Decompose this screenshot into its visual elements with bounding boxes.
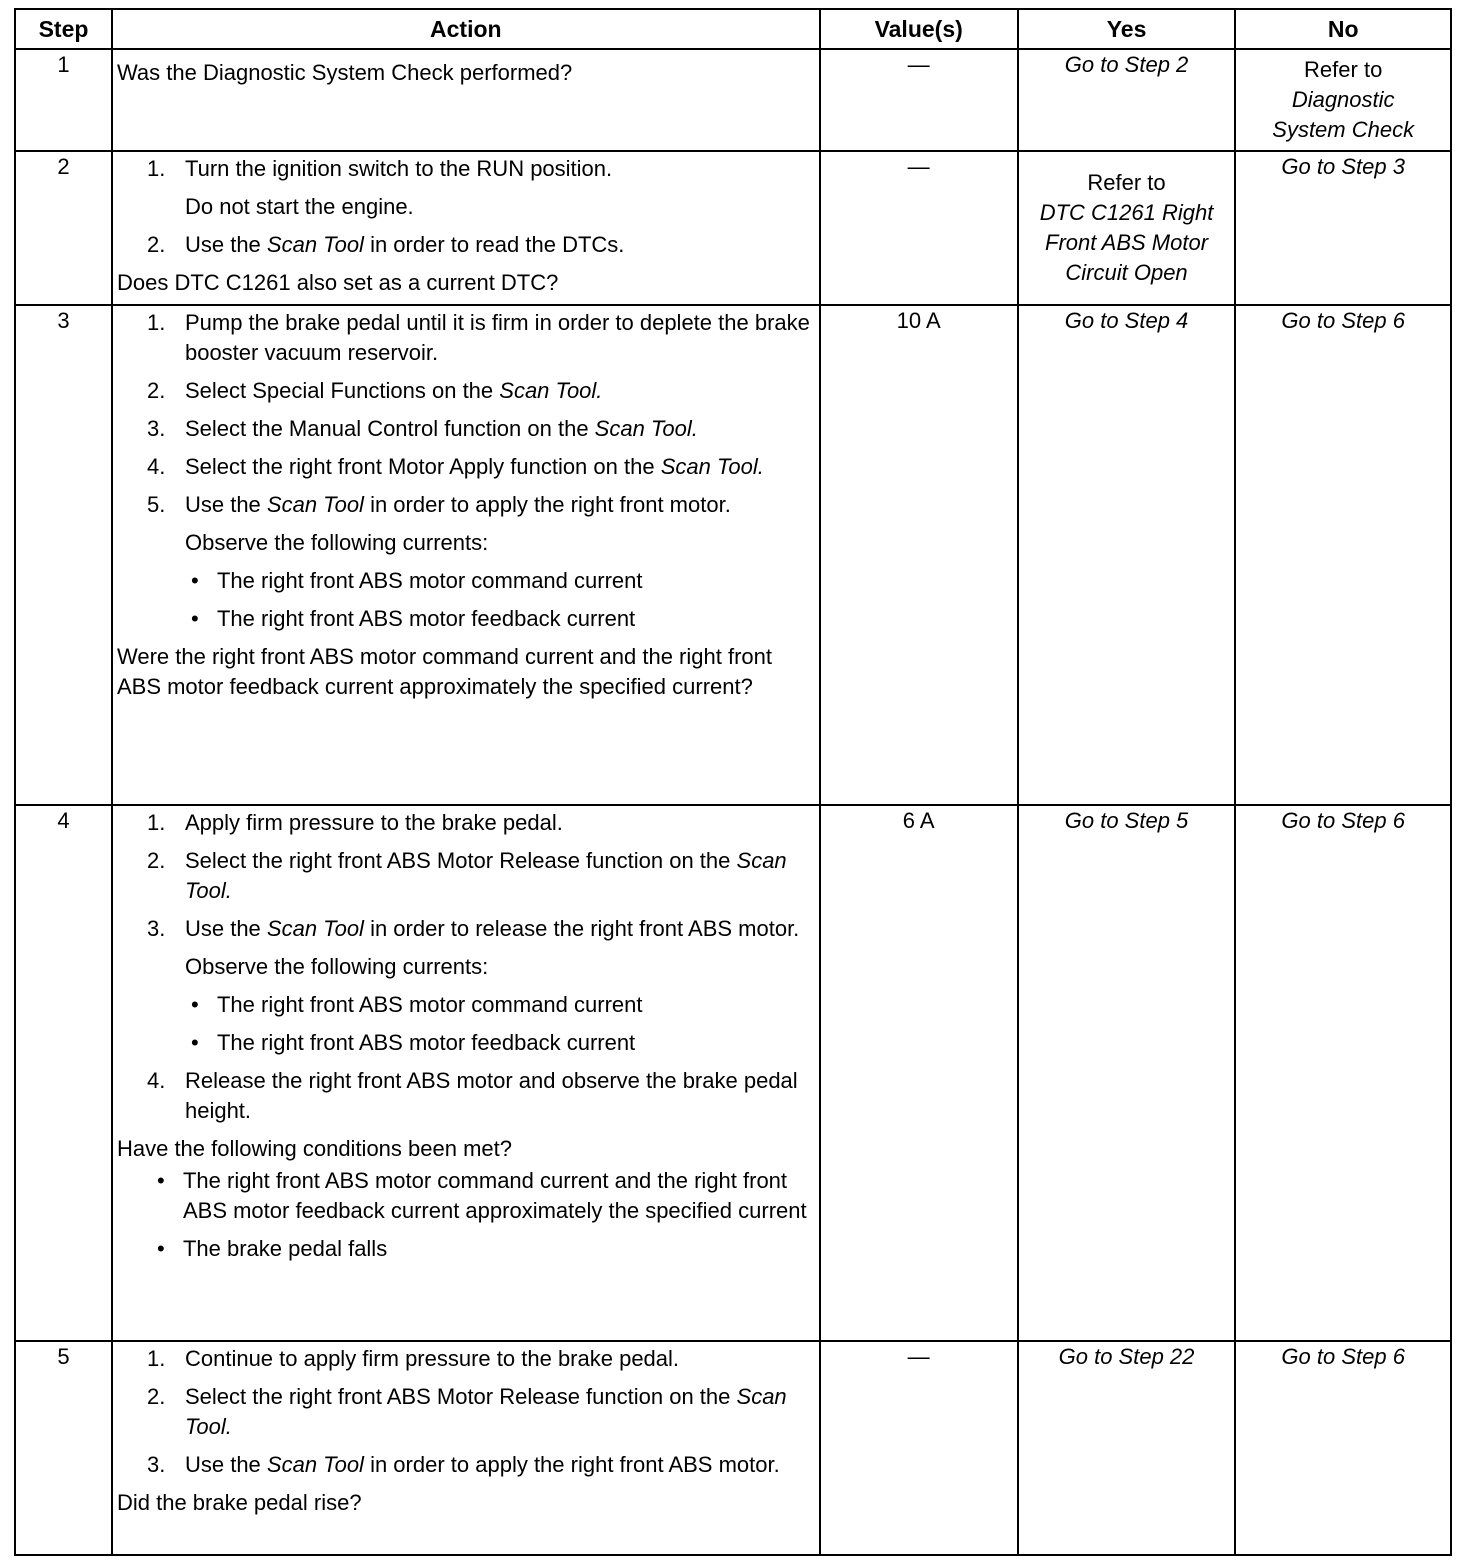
value-cell: 10 A <box>820 305 1018 805</box>
yes-cell: Go to Step 4 <box>1018 305 1236 805</box>
list-item: 4. Release the right front ABS motor and observe the brake pedal height. <box>146 1068 798 1123</box>
yes-cell <box>1018 151 1236 305</box>
action-cell <box>112 305 820 805</box>
diagnostic-table <box>14 8 1452 1556</box>
yes-refer-link[interactable]: Circuit Open <box>1065 260 1188 285</box>
no-cell: Go to Step 6 <box>1235 1341 1451 1555</box>
list-item: • The right front ABS motor feedback current <box>190 606 636 631</box>
table-row <box>15 805 1451 1341</box>
yes-refer-label: Refer to <box>1087 170 1166 195</box>
list-item: 3. Select the Manual Control function on the Scan Tool. <box>146 416 698 441</box>
question-text: Were the right front ABS motor command current and the right front ABS motor feedback current approximately the specified current? <box>116 644 772 699</box>
table-row <box>15 49 1451 151</box>
action-steps <box>117 308 815 558</box>
question-text: Was the Diagnostic System Check performed? <box>116 60 573 85</box>
no-refer-link[interactable]: System Check <box>1272 117 1415 142</box>
table-row <box>15 1341 1451 1555</box>
yes-refer-link[interactable]: DTC C1261 Right <box>1039 200 1214 225</box>
list-item: 4. Select the right front Motor Apply function on the Scan Tool. <box>146 454 764 479</box>
list-item: 3. Use the Scan Tool in order to release the right front ABS motor. <box>146 916 800 941</box>
question-text: Did the brake pedal rise? <box>116 1490 362 1515</box>
yes-cell: Go to Step 2 <box>1018 49 1236 151</box>
no-cell <box>1235 49 1451 151</box>
header-values: Value(s) <box>820 9 1018 49</box>
value-cell: — <box>820 1341 1018 1555</box>
action-steps <box>117 1066 815 1126</box>
no-refer-link[interactable]: Diagnostic <box>1291 87 1395 112</box>
header-step: Step <box>15 9 112 49</box>
list-item: • The right front ABS motor feedback current <box>190 1030 636 1055</box>
no-cell: Go to Step 6 <box>1235 805 1451 1341</box>
question-text: Does DTC C1261 also set as a current DTC? <box>116 270 559 295</box>
step-number: 2 <box>15 151 112 305</box>
yes-cell: Go to Step 22 <box>1018 1341 1236 1555</box>
list-item: • The right front ABS motor command current <box>190 992 643 1017</box>
action-steps <box>117 1344 815 1480</box>
list-item: 2. Use the Scan Tool in order to read the DTCs. <box>146 232 625 257</box>
list-item: 5. Use the Scan Tool in order to apply the right front motor. <box>146 492 731 517</box>
header-no: No <box>1235 9 1451 49</box>
list-item: 2. Select the right front ABS Motor Release function on the Scan Tool. <box>146 848 787 903</box>
value-cell: 6 A <box>820 805 1018 1341</box>
table-row <box>15 305 1451 805</box>
question-text: Have the following conditions been met? <box>116 1136 512 1161</box>
list-item: 2. Select the right front ABS Motor Release function on the Scan Tool. <box>146 1384 787 1439</box>
list-item: 2. Select Special Functions on the Scan Tool. <box>146 378 603 403</box>
list-item: 1. Turn the ignition switch to the RUN position. <box>146 156 613 181</box>
no-cell: Go to Step 6 <box>1235 305 1451 805</box>
action-steps <box>117 808 815 982</box>
list-item: • The right front ABS motor command current <box>190 568 643 593</box>
value-cell: — <box>820 49 1018 151</box>
action-steps <box>117 154 815 260</box>
observe-list <box>117 566 815 634</box>
header-action: Action <box>112 9 820 49</box>
list-item: • The brake pedal falls <box>156 1236 388 1261</box>
list-item: 1. Pump the brake pedal until it is firm in order to deplete the brake booster vacuum reservoir. <box>146 310 810 365</box>
yes-cell: Go to Step 5 <box>1018 805 1236 1341</box>
header-yes: Yes <box>1018 9 1236 49</box>
conditions-list <box>117 1166 815 1264</box>
action-cell <box>112 49 820 151</box>
step-number: 5 <box>15 1341 112 1555</box>
no-cell: Go to Step 3 <box>1235 151 1451 305</box>
action-cell <box>112 151 820 305</box>
no-refer-label: Refer to <box>1304 57 1383 82</box>
action-cell <box>112 805 820 1341</box>
table-row <box>15 151 1451 305</box>
step-number: 1 <box>15 49 112 151</box>
list-item: 3. Use the Scan Tool in order to apply the right front ABS motor. <box>146 1452 780 1477</box>
step-number: 3 <box>15 305 112 805</box>
step-number: 4 <box>15 805 112 1341</box>
list-item: Observe the following currents: <box>184 954 489 979</box>
list-item: Observe the following currents: <box>184 530 489 555</box>
value-cell: — <box>820 151 1018 305</box>
list-item: Do not start the engine. <box>184 194 414 219</box>
list-item: 1. Apply firm pressure to the brake pedal. <box>146 810 563 835</box>
observe-list <box>117 990 815 1058</box>
list-item: • The right front ABS motor command current and the right front ABS motor feedback current approximately the specified current <box>156 1168 807 1223</box>
yes-refer-link[interactable]: Front ABS Motor <box>1045 230 1209 255</box>
list-item: 1. Continue to apply firm pressure to the brake pedal. <box>146 1346 680 1371</box>
action-cell <box>112 1341 820 1555</box>
header-row <box>15 9 1451 49</box>
